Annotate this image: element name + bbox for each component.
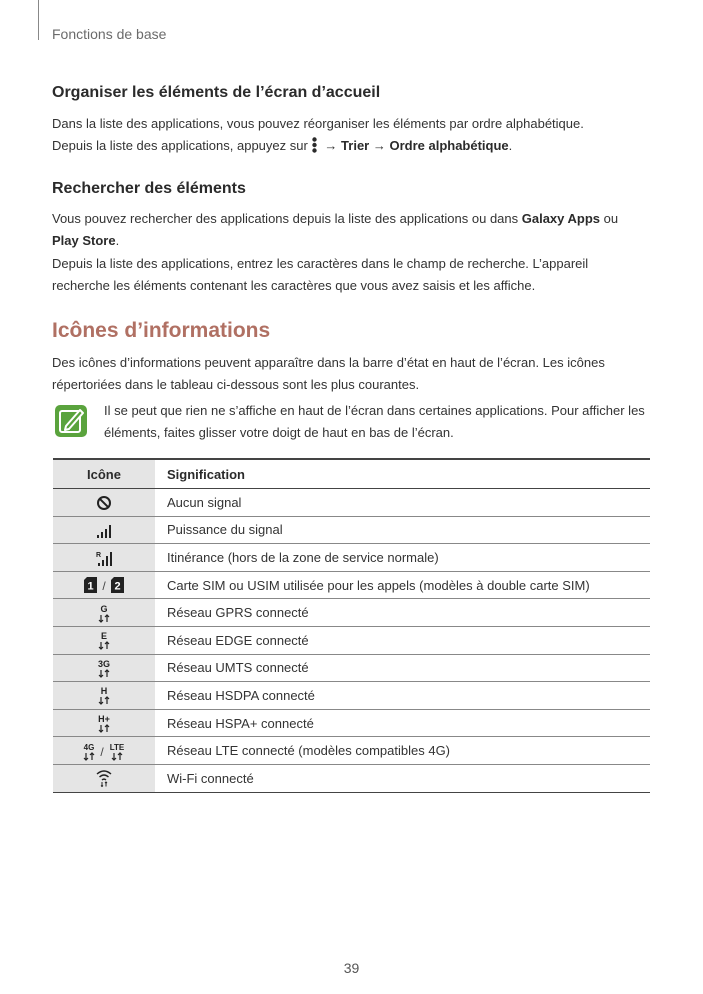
rechercher-p1-pre: Vous pouvez rechercher des applications depuis la liste des applications ou dans bbox=[52, 211, 522, 226]
meaning-cell: Carte SIM ou USIM utilisée pour les appels (modèles à double carte SIM) bbox=[155, 571, 650, 599]
arrow-2: → bbox=[369, 138, 390, 153]
rechercher-title: Rechercher des éléments bbox=[52, 180, 246, 197]
sim-2-label: 2 bbox=[114, 580, 121, 593]
table-row bbox=[53, 599, 650, 627]
roaming-icon bbox=[95, 550, 113, 566]
table-row bbox=[53, 489, 650, 517]
sim-1-label: 1 bbox=[87, 580, 94, 593]
trier-label: Trier bbox=[341, 138, 370, 153]
meaning-cell: Réseau LTE connecté (modèles compatibles 4G) bbox=[155, 737, 650, 765]
header-rule bbox=[38, 0, 39, 40]
rechercher-paragraph-1 bbox=[52, 208, 652, 252]
page-number: 39 bbox=[343, 960, 360, 976]
line2-end: . bbox=[508, 138, 513, 153]
note-text: Il se peut que rien ne s’affiche en haut de l’écran dans certaines applications. Pour afficher les éléments, faites glisser votre doigt de haut en bas de l’écran. bbox=[104, 403, 645, 440]
ordre-label: Ordre alphabétique bbox=[389, 138, 509, 153]
meaning-cell: Réseau HSDPA connecté bbox=[155, 682, 650, 710]
wifi-icon bbox=[96, 769, 112, 787]
icon-table bbox=[53, 458, 650, 793]
rechercher-p1-mid: ou bbox=[600, 211, 619, 226]
galaxy-apps-label: Galaxy Apps bbox=[521, 211, 601, 226]
umts-icon bbox=[95, 658, 113, 678]
organiser-title: Organiser les éléments de l’écran d’accueil bbox=[52, 84, 381, 101]
rechercher-paragraph-2: Depuis la liste des applications, entrez les caractères dans le champ de recherche. L’appareil recherche les éléments contenant les caractères que vous avez saisis et les affiche. bbox=[52, 256, 589, 293]
lte-label: LTE bbox=[109, 742, 125, 752]
table-row bbox=[53, 571, 650, 599]
header-meaning: Signification bbox=[155, 459, 650, 489]
table-row bbox=[53, 544, 650, 572]
sim-card-icon bbox=[83, 577, 125, 593]
organiser-paragraph bbox=[52, 113, 652, 157]
section-header: Fonctions de base bbox=[52, 26, 167, 42]
lte-icon bbox=[81, 741, 127, 761]
lte-separator: / bbox=[100, 744, 104, 759]
edge-letter: E bbox=[100, 631, 108, 642]
meaning-cell: Réseau EDGE connecté bbox=[155, 626, 650, 654]
table-row bbox=[53, 654, 650, 682]
table-row bbox=[53, 626, 650, 654]
organiser-line1: Dans la liste des applications, vous pouvez réorganiser les éléments par ordre alphabétique. bbox=[52, 116, 584, 131]
play-store-label: Play Store bbox=[52, 233, 116, 248]
icones-intro: Des icônes d’informations peuvent apparaître dans la barre d’état en haut de l’écran. Les icônes répertoriées dans le tableau ci-dessous sont les plus courantes. bbox=[52, 355, 605, 392]
more-options-icon bbox=[311, 137, 318, 153]
icones-title: Icônes d’informations bbox=[52, 319, 271, 342]
hspa-plus-icon bbox=[95, 713, 113, 733]
gprs-letter: G bbox=[100, 603, 108, 614]
meaning-cell: Aucun signal bbox=[155, 489, 650, 517]
meaning-cell: Wi-Fi connecté bbox=[155, 764, 650, 792]
table-header-row bbox=[53, 459, 650, 489]
signal-strength-icon bbox=[96, 524, 112, 538]
note-icon bbox=[54, 404, 88, 438]
table-row bbox=[53, 737, 650, 765]
hspa-plus-letters: H+ bbox=[98, 714, 110, 725]
lte-4g-label: 4G bbox=[83, 742, 95, 752]
organiser-line2-pre: Depuis la liste des applications, appuyez sur bbox=[52, 138, 308, 153]
table-row bbox=[53, 709, 650, 737]
table-row bbox=[53, 682, 650, 710]
hsdpa-letter: H bbox=[100, 686, 108, 697]
hsdpa-icon bbox=[96, 685, 112, 705]
umts-letters: 3G bbox=[97, 658, 111, 669]
table-row bbox=[53, 516, 650, 544]
header-icon: Icône bbox=[53, 459, 155, 489]
roaming-letter: R bbox=[96, 551, 102, 559]
arrow-1: → bbox=[320, 138, 342, 153]
edge-icon bbox=[96, 630, 112, 650]
sim-separator: / bbox=[102, 579, 106, 594]
meaning-cell: Réseau UMTS connecté bbox=[155, 654, 650, 682]
meaning-cell: Itinérance (hors de la zone de service normale) bbox=[155, 544, 650, 572]
table-row bbox=[53, 764, 650, 792]
meaning-cell: Réseau HSPA+ connecté bbox=[155, 709, 650, 737]
meaning-cell: Réseau GPRS connecté bbox=[155, 599, 650, 627]
meaning-cell: Puissance du signal bbox=[155, 516, 650, 544]
rechercher-p1-end: . bbox=[115, 233, 120, 248]
gprs-icon bbox=[96, 603, 112, 623]
no-signal-icon bbox=[96, 495, 112, 511]
organiser-line2 bbox=[52, 135, 652, 157]
